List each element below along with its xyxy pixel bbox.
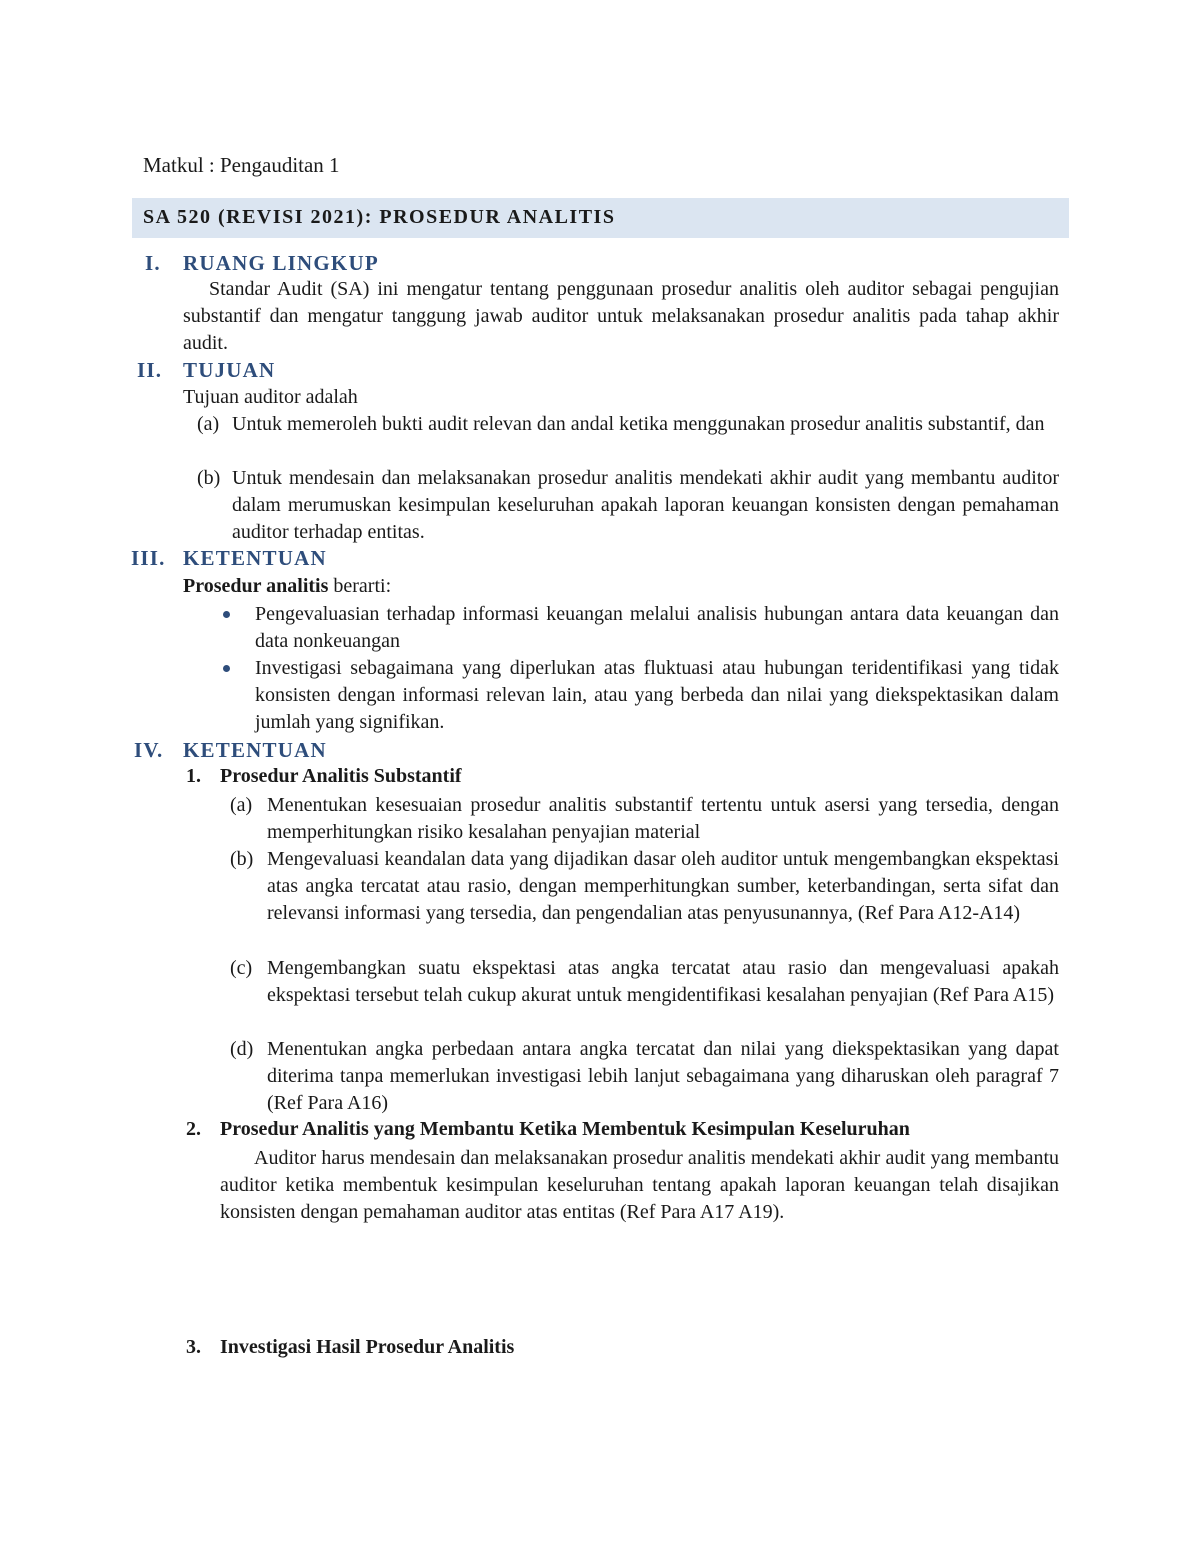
- bullet-text: Pengevaluasian terhadap informasi keuangan melalui analisis hubungan antara data keuangan dan data nonkeuangan: [255, 603, 1059, 652]
- bullet-text: Investigasi sebagaimana yang diperlukan atas fluktuasi atau hubungan teridentifikasi yang tidak konsisten dengan informasi relevan lain, atau yang berbeda dan nilai yang diekspektasikan dalam jumlah yang signifikan.: [255, 657, 1059, 733]
- bullet-icon: [223, 665, 230, 672]
- course-label: Matkul : Pengauditan 1: [143, 153, 340, 177]
- list-item-text: Mengembangkan suatu ekspektasi atas angka tercatat atau rasio dan mengevaluasi apakah ekspektasi tersebut telah cukup akurat untuk mengidentifikasi kesalahan penyajian (Ref Para A15): [267, 957, 1059, 1006]
- list-item: [230, 955, 1059, 1039]
- section-1-title: RUANG LINGKUP: [183, 251, 379, 275]
- list-item-marker: (b): [197, 467, 221, 489]
- list-item: [230, 1036, 1059, 1120]
- section-4-number: IV.: [134, 738, 164, 762]
- list-item-text: Untuk mendesain dan melaksanakan prosedur analitis mendekati akhir audit yang membantu auditor dalam merumuskan kesimpulan keseluruhan apakah laporan keuangan konsisten dengan pemahaman auditor terhadap entitas.: [232, 467, 1059, 543]
- section-3-number: III.: [131, 546, 166, 570]
- subsection-2-number: 2.: [186, 1118, 201, 1140]
- bullet-icon: [223, 611, 230, 618]
- section-4-title: KETENTUAN: [183, 738, 327, 762]
- list-item: [230, 792, 1059, 848]
- definition-suffix: berarti:: [328, 575, 392, 597]
- list-item-text: Untuk memeroleh bukti audit relevan dan andal ketika menggunakan prosedur analitis substantif, dan: [232, 413, 1045, 435]
- list-item-marker: (a): [197, 413, 220, 435]
- list-item-marker: (a): [230, 794, 253, 816]
- section-2-intro: Tujuan auditor adalah: [183, 386, 358, 408]
- document-title-band: [132, 198, 1069, 238]
- list-item-text: Menentukan angka perbedaan antara angka tercatat dan nilai yang diekspektasikan yang dapat diterima tanpa memerlukan investigasi lebih lanjut sebagaimana yang diharuskan oleh paragraf 7 (Ref Para A16): [267, 1038, 1059, 1114]
- subsection-3-title: Investigasi Hasil Prosedur Analitis: [220, 1336, 515, 1358]
- list-item: [230, 846, 1059, 958]
- list-item: [197, 465, 1059, 549]
- list-item-text: Mengevaluasi keandalan data yang dijadikan dasar oleh auditor untuk mengembangkan ekspektasi atas angka tercatat atau rasio, dengan memperhitungkan sumber, keterbandingan, serta sifat dan relevansi informasi yang tersedia, dan pengendalian atas penyusunannya, (Ref Para A12-A14): [267, 848, 1059, 924]
- section-2-number: II.: [137, 358, 163, 382]
- definition-term: Prosedur analitis: [183, 575, 329, 597]
- bullet-item: [222, 601, 1059, 657]
- list-item: [197, 411, 1059, 467]
- section-3-title: KETENTUAN: [183, 546, 327, 570]
- section-3-intro: [183, 573, 391, 600]
- subsection-3-number: 3.: [186, 1336, 201, 1358]
- bullet-item: [222, 655, 1059, 739]
- subsection-2-title: Prosedur Analitis yang Membantu Ketika Membentuk Kesimpulan Keseluruhan: [220, 1118, 910, 1140]
- section-2-title: TUJUAN: [183, 358, 276, 382]
- subsection-1-title: Prosedur Analitis Substantif: [220, 765, 462, 787]
- list-item-marker: (b): [230, 848, 254, 870]
- list-item-marker: (d): [230, 1038, 254, 1060]
- list-item-text: Menentukan kesesuaian prosedur analitis substantif tertentu untuk asersi yang tersedia, dengan memperhitungkan risiko kesalahan penyajian material: [267, 794, 1059, 843]
- subsection-2-paragraph: Auditor harus mendesain dan melaksanakan prosedur analitis mendekati akhir audit yang membantu auditor ketika membentuk kesimpulan keseluruhan tentang apakah laporan keuangan telah disajikan konsisten dengan pemahaman auditor atas entitas (Ref Para A17 A19).: [220, 1147, 1059, 1223]
- subsection-1-number: 1.: [186, 765, 201, 787]
- list-item-marker: (c): [230, 957, 253, 979]
- section-1-paragraph: Standar Audit (SA) ini mengatur tentang penggunaan prosedur analitis oleh auditor sebagai pengujian substantif dan mengatur tanggung jawab auditor untuk melaksanakan prosedur analitis pada tahap akhir audit.: [183, 278, 1059, 354]
- section-1-number: I.: [145, 251, 161, 275]
- document-title: SA 520 (REVISI 2021): PROSEDUR ANALITIS: [143, 206, 616, 228]
